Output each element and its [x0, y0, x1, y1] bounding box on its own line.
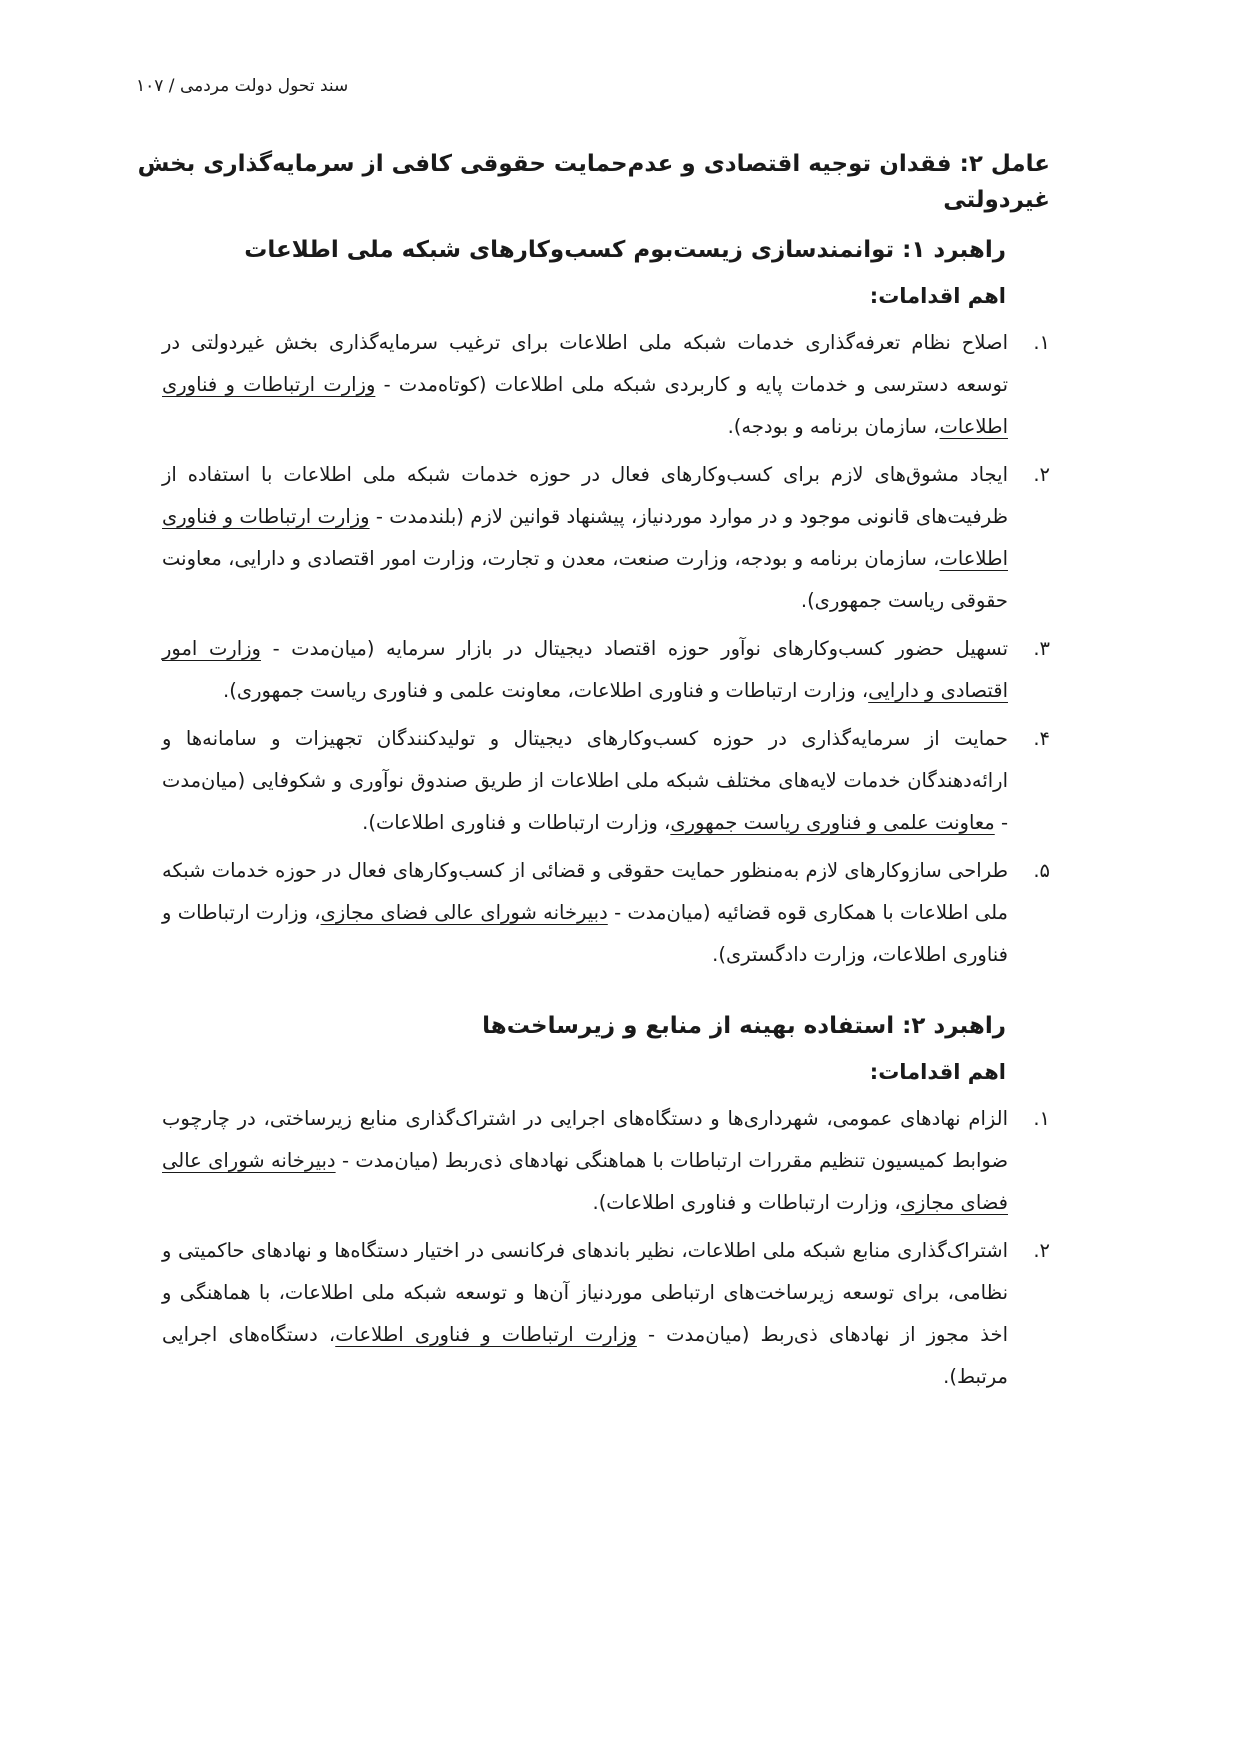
- strategy-2-actions-title: اهم اقدامات:: [869, 1060, 1006, 1084]
- factor-heading: عامل ۲: فقدان توجیه اقتصادی و عدم‌حمایت حقوقی کافی از سرمایه‌گذاری بخش غیردولتی: [137, 151, 1050, 213]
- item-text: طراحی سازوکارهای لازم به‌منظور حمایت حقوقی و قضائی از کسب‌وکارهای فعال در حوزه خدمات شبکه ملی اطلاعات با همکاری قوه قضائیه (میان‌مدت -: [162, 859, 1009, 924]
- item-number: ۱.: [1033, 1107, 1050, 1130]
- item-number: ۴.: [1033, 727, 1050, 750]
- item-number: ۳.: [1033, 637, 1050, 660]
- item-text: حمایت از سرمایه‌گذاری در حوزه کسب‌وکارهای دیجیتال و تولیدکنندگان تجهیزات و سامانه‌ها و ارائه‌دهندگان خدمات لایه‌های مختلف شبکه ملی اطلاعات از طریق صندوق نوآوری و شکوفایی (میان‌مدت -: [162, 727, 1008, 834]
- item-number: ۱.: [1033, 331, 1050, 354]
- lead-agency: وزارت امور اقتصادی و دارایی: [162, 637, 1008, 702]
- lead-agency: وزارت ارتباطات و فناوری اطلاعات: [162, 505, 1008, 570]
- list-item: [162, 322, 1050, 448]
- item-text: تسهیل حضور کسب‌وکارهای نوآور حوزه اقتصاد دیجیتال در بازار سرمایه (میان‌مدت -: [260, 637, 1009, 660]
- item-number: ۲.: [1033, 1239, 1050, 1262]
- item-text-rest: ، وزارت ارتباطات و فناوری اطلاعات).: [362, 811, 671, 834]
- item-text-rest: ، وزارت ارتباطات و فناوری اطلاعات، وزارت دادگستری).: [162, 901, 1008, 966]
- item-text: الزام نهادهای عمومی، شهرداری‌ها و دستگاه‌های اجرایی در اشتراک‌گذاری منابع زیرساختی، در چارچوب ضوابط کمیسیون تنظیم مقررات ارتباطات با هماهنگی نهادهای ذی‌ربط (میان‌مدت -: [162, 1107, 1009, 1172]
- list-item: [162, 718, 1050, 844]
- strategy-2-heading: راهبرد ۲: استفاده بهینه از منابع و زیرساخت‌ها: [482, 1013, 1006, 1039]
- strategy-1-action-list: [162, 322, 1050, 976]
- lead-agency: وزارت ارتباطات و فناوری اطلاعات: [162, 373, 1008, 438]
- list-item: [162, 1098, 1050, 1224]
- item-number: ۲.: [1033, 463, 1050, 486]
- list-item: [162, 1230, 1050, 1398]
- strategy-1-actions-title: اهم اقدامات:: [869, 284, 1006, 308]
- lead-agency: دبیرخانه شورای عالی فضای مجازی: [320, 901, 608, 924]
- lead-agency: دبیرخانه شورای عالی فضای مجازی: [162, 1149, 1008, 1214]
- item-number: ۵.: [1033, 859, 1050, 882]
- item-text: اشتراک‌گذاری منابع شبکه ملی اطلاعات، نظیر باندهای فرکانسی در اختیار دستگاه‌ها و نهادهای حاکمیتی و نظامی، برای توسعه زیرساخت‌های ارتباطی موردنیاز آن‌ها و توسعه شبکه ملی اطلاعات، با هماهنگی و اخذ مجوز از نهادهای ذی‌ربط (میان‌مدت -: [162, 1239, 1008, 1346]
- lead-agency: وزارت ارتباطات و فناوری اطلاعات: [335, 1323, 637, 1346]
- item-text: ایجاد مشوق‌های لازم برای کسب‌وکارهای فعال در حوزه خدمات شبکه ملی اطلاعات با استفاده از ظرفیت‌های قانونی موجود و در موارد موردنیاز، پیشنهاد قوانین لازم (بلندمدت -: [162, 463, 1008, 528]
- item-text-rest: ، سازمان برنامه و بودجه).: [727, 415, 940, 438]
- list-item: [162, 850, 1050, 976]
- strategy-2-action-list: [162, 1098, 1050, 1398]
- strategy-1-heading: راهبرد ۱: توانمندسازی زیست‌بوم کسب‌وکارهای شبکه ملی اطلاعات: [244, 237, 1006, 263]
- item-text-rest: ، دستگاه‌های اجرایی مرتبط).: [162, 1323, 1008, 1388]
- lead-agency: معاونت علمی و فناوری ریاست جمهوری: [670, 811, 995, 834]
- list-item: [162, 628, 1050, 712]
- item-text: اصلاح نظام تعرفه‌گذاری خدمات شبکه ملی اطلاعات برای ترغیب سرمایه‌گذاری بخش غیردولتی در توسعه دسترسی و خدمات پایه و کاربردی شبکه ملی اطلاعات (کوتاه‌مدت -: [162, 331, 1009, 396]
- list-item: [162, 454, 1050, 622]
- item-text-rest: ، وزارت ارتباطات و فناوری اطلاعات، معاونت علمی و فناوری ریاست جمهوری).: [223, 679, 869, 702]
- item-text-rest: ، سازمان برنامه و بودجه، وزارت صنعت، معدن و تجارت، وزارت امور اقتصادی و دارایی، معاونت حقوقی ریاست جمهوری).: [162, 547, 1008, 612]
- item-text-rest: ، وزارت ارتباطات و فناوری اطلاعات).: [592, 1191, 901, 1214]
- page-content: [126, 146, 1050, 1404]
- running-header: سند تحول دولت مردمی / ۱۰۷: [136, 76, 349, 96]
